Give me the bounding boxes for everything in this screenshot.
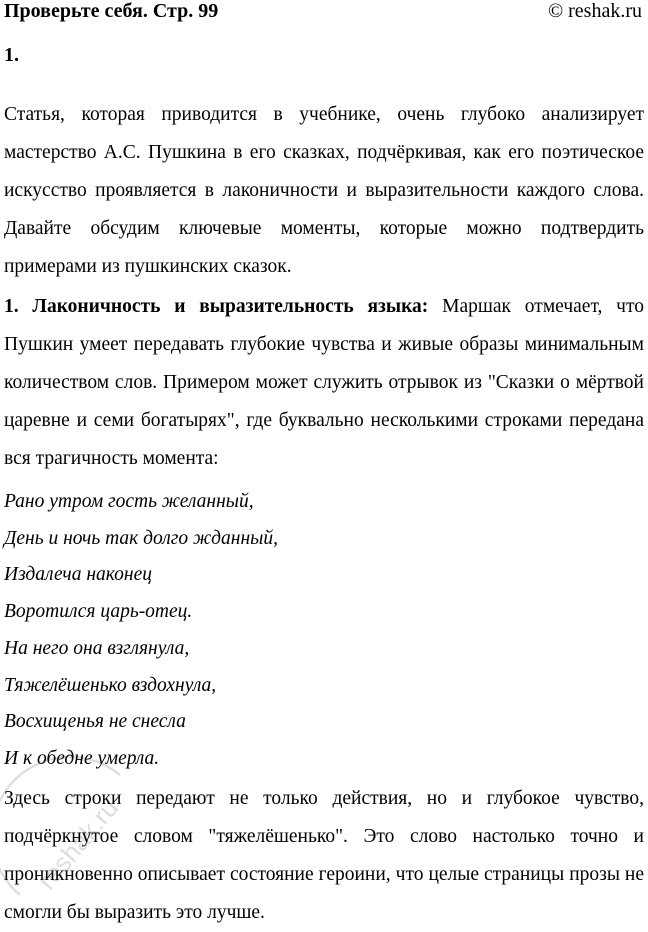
section-number: 1.: [4, 44, 19, 66]
poem-line: Издалеча наконец: [4, 564, 152, 586]
poem-line: Рано утром гость желанный,: [4, 491, 254, 512]
poem-line: Воротился царь-отец.: [4, 601, 193, 623]
document-body: [4, 44, 644, 932]
poem-line: Тяжелёшенько вздохнула,: [4, 674, 217, 696]
point-1-heading: 1. Лаконичность и выразительность языка:: [4, 296, 429, 317]
page-header: [4, 0, 642, 26]
point-1-paragraph: [4, 288, 644, 478]
poem-excerpt: [4, 484, 644, 778]
poem-line: Восхищенья не снесла: [4, 711, 186, 733]
page-title: Проверьте себя. Стр. 99: [4, 0, 219, 22]
site-credit: © reshak.ru: [547, 0, 642, 22]
poem-line: День и ночь так долго жданный,: [4, 527, 278, 549]
poem-line: И к обедне умерла.: [4, 747, 160, 769]
conclusion-paragraph: Здесь строки передают не только действия, но и глубокое чувство, подчёркнутое словом "тяжелёшенько". Это слово настолько точно и проникновенно описывает состояние героини, что целые страницы прозы не смогли бы выразить это лучше.: [4, 787, 644, 923]
poem-line: На него она взглянула,: [4, 637, 190, 659]
intro-paragraph: Статья, которая приводится в учебнике, очень глубоко анализирует мастерство А.С. Пушкина в его сказках, подчёркивая, как его поэтическое искусство проявляется в лаконичности и выразительности каждого слова. Давайте обсудим ключевые моменты, которые можно подтвердить примерами из пушкинских сказок.: [4, 104, 644, 277]
point-1-text: Маршак отмечает, что Пушкин умеет передавать глубокие чувства и живые образы минимальным количеством слов. Примером может служить отрывок из "Сказки о мёртвой царевне и семи богатырях", где буквально несколькими строками передана вся трагичность момента:: [4, 296, 644, 469]
watermark-text: reshak.ru: [31, 792, 125, 896]
